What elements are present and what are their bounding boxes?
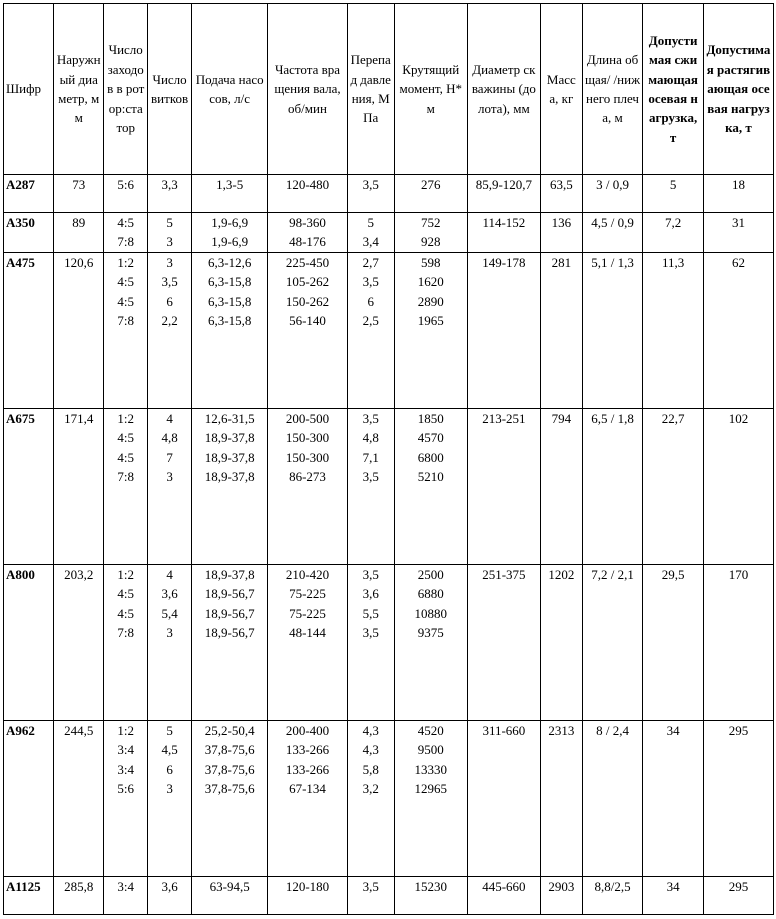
table-cell: 200-400 133-266 133-266 67-134	[268, 720, 347, 876]
table-cell: 7,2	[643, 213, 704, 253]
table-cell: 213-251	[467, 408, 540, 564]
header-cell: Допустимая растягивающая осевая нагрузка, т	[703, 4, 773, 175]
table-cell: 120-480	[268, 175, 347, 213]
table-cell: 2500 6880 10880 9375	[394, 564, 467, 720]
table-cell: 114-152	[467, 213, 540, 253]
table-cell: 598 1620 2890 1965	[394, 252, 467, 408]
table-cell: 4 4,8 7 3	[148, 408, 192, 564]
table-cell: 4,5 / 0,9	[582, 213, 643, 253]
table-cell: 281	[540, 252, 582, 408]
table-cell: 445-660	[467, 876, 540, 914]
header-cell: Длина общая/ /нижнего плеча, м	[582, 4, 643, 175]
table-cell: 200-500 150-300 150-300 86-273	[268, 408, 347, 564]
table-cell: 171,4	[54, 408, 104, 564]
model-cell: А475	[4, 252, 54, 408]
table-cell: 8 / 2,4	[582, 720, 643, 876]
table-cell: 3,6	[148, 876, 192, 914]
table-cell: 7,2 / 2,1	[582, 564, 643, 720]
header-cell: Шифр	[4, 4, 54, 175]
table-cell: 6,5 / 1,8	[582, 408, 643, 564]
table-cell: 62	[703, 252, 773, 408]
table-cell: 6,3-12,6 6,3-15,8 6,3-15,8 6,3-15,8	[192, 252, 268, 408]
table-cell: 136	[540, 213, 582, 253]
table-cell: 8,8/2,5	[582, 876, 643, 914]
table-cell: 34	[643, 876, 704, 914]
table-cell: 4520 9500 13330 12965	[394, 720, 467, 876]
table-cell: 15230	[394, 876, 467, 914]
table-cell: 4,3 4,3 5,8 3,2	[347, 720, 394, 876]
header-cell: Число заходов в ротор:статор	[104, 4, 148, 175]
model-cell: А675	[4, 408, 54, 564]
header-cell: Подача насосов, л/с	[192, 4, 268, 175]
table-cell: 1:2 4:5 4:5 7:8	[104, 252, 148, 408]
header-cell: Диаметр скважины (долота), мм	[467, 4, 540, 175]
table-row	[4, 252, 774, 408]
header-cell: Допустимая сжимающая осевая нагрузка, т	[643, 4, 704, 175]
table-cell: 203,2	[54, 564, 104, 720]
table-cell: 794	[540, 408, 582, 564]
header-row	[4, 4, 774, 175]
table-cell: 285,8	[54, 876, 104, 914]
table-cell: 120-180	[268, 876, 347, 914]
table-cell: 311-660	[467, 720, 540, 876]
table-cell: 3,5 4,8 7,1 3,5	[347, 408, 394, 564]
header-cell: Перепад давления, МПа	[347, 4, 394, 175]
table-cell: 1:2 4:5 4:5 7:8	[104, 564, 148, 720]
table-row	[4, 213, 774, 253]
model-cell: А800	[4, 564, 54, 720]
table-cell: 5 3	[148, 213, 192, 253]
table-cell: 3,5 3,6 5,5 3,5	[347, 564, 394, 720]
table-cell: 225-450 105-262 150-262 56-140	[268, 252, 347, 408]
table-row	[4, 408, 774, 564]
table-cell: 210-420 75-225 75-225 48-144	[268, 564, 347, 720]
table-cell: 3,5	[347, 175, 394, 213]
table-row	[4, 720, 774, 876]
table-cell: 1850 4570 6800 5210	[394, 408, 467, 564]
table-cell: 4 3,6 5,4 3	[148, 564, 192, 720]
table-cell: 18	[703, 175, 773, 213]
model-cell: А287	[4, 175, 54, 213]
table-cell: 18,9-37,8 18,9-56,7 18,9-56,7 18,9-56,7	[192, 564, 268, 720]
table-cell: 120,6	[54, 252, 104, 408]
table-cell: 1,3-5	[192, 175, 268, 213]
model-cell: А1125	[4, 876, 54, 914]
table-cell: 2313	[540, 720, 582, 876]
table-cell: 149-178	[467, 252, 540, 408]
table-cell: 12,6-31,5 18,9-37,8 18,9-37,8 18,9-37,8	[192, 408, 268, 564]
table-cell: 22,7	[643, 408, 704, 564]
table-cell: 3:4	[104, 876, 148, 914]
header-cell: Наружный диаметр, мм	[54, 4, 104, 175]
table-cell: 102	[703, 408, 773, 564]
specs-table	[3, 3, 774, 915]
table-cell: 244,5	[54, 720, 104, 876]
table-cell: 85,9-120,7	[467, 175, 540, 213]
table-cell: 170	[703, 564, 773, 720]
table-cell: 63,5	[540, 175, 582, 213]
header-cell: Крутящий момент, Н*м	[394, 4, 467, 175]
table-cell: 251-375	[467, 564, 540, 720]
header-cell: Частота вращения вала, об/мин	[268, 4, 347, 175]
table-cell: 1202	[540, 564, 582, 720]
table-cell: 25,2-50,4 37,8-75,6 37,8-75,6 37,8-75,6	[192, 720, 268, 876]
table-cell: 5	[643, 175, 704, 213]
table-row	[4, 175, 774, 213]
table-cell: 295	[703, 720, 773, 876]
table-cell: 4:5 7:8	[104, 213, 148, 253]
table-cell: 295	[703, 876, 773, 914]
table-cell: 752 928	[394, 213, 467, 253]
table-cell: 73	[54, 175, 104, 213]
table-cell: 3 / 0,9	[582, 175, 643, 213]
table-cell: 3 3,5 6 2,2	[148, 252, 192, 408]
table-cell: 89	[54, 213, 104, 253]
table-cell: 31	[703, 213, 773, 253]
table-cell: 34	[643, 720, 704, 876]
table-cell: 5 4,5 6 3	[148, 720, 192, 876]
table-cell: 29,5	[643, 564, 704, 720]
header-cell: Масса, кг	[540, 4, 582, 175]
table-cell: 5 3,4	[347, 213, 394, 253]
table-cell: 63-94,5	[192, 876, 268, 914]
table-cell: 11,3	[643, 252, 704, 408]
table-cell: 1,9-6,9 1,9-6,9	[192, 213, 268, 253]
table-cell: 2,7 3,5 6 2,5	[347, 252, 394, 408]
table-cell: 276	[394, 175, 467, 213]
model-cell: А350	[4, 213, 54, 253]
table-row	[4, 564, 774, 720]
table-row	[4, 876, 774, 914]
header-cell: Число витков	[148, 4, 192, 175]
table-cell: 5,1 / 1,3	[582, 252, 643, 408]
table-cell: 1:2 4:5 4:5 7:8	[104, 408, 148, 564]
table-cell: 2903	[540, 876, 582, 914]
table-cell: 1:2 3:4 3:4 5:6	[104, 720, 148, 876]
table-cell: 5:6	[104, 175, 148, 213]
model-cell: А962	[4, 720, 54, 876]
table-cell: 3,3	[148, 175, 192, 213]
table-cell: 3,5	[347, 876, 394, 914]
table-cell: 98-360 48-176	[268, 213, 347, 253]
